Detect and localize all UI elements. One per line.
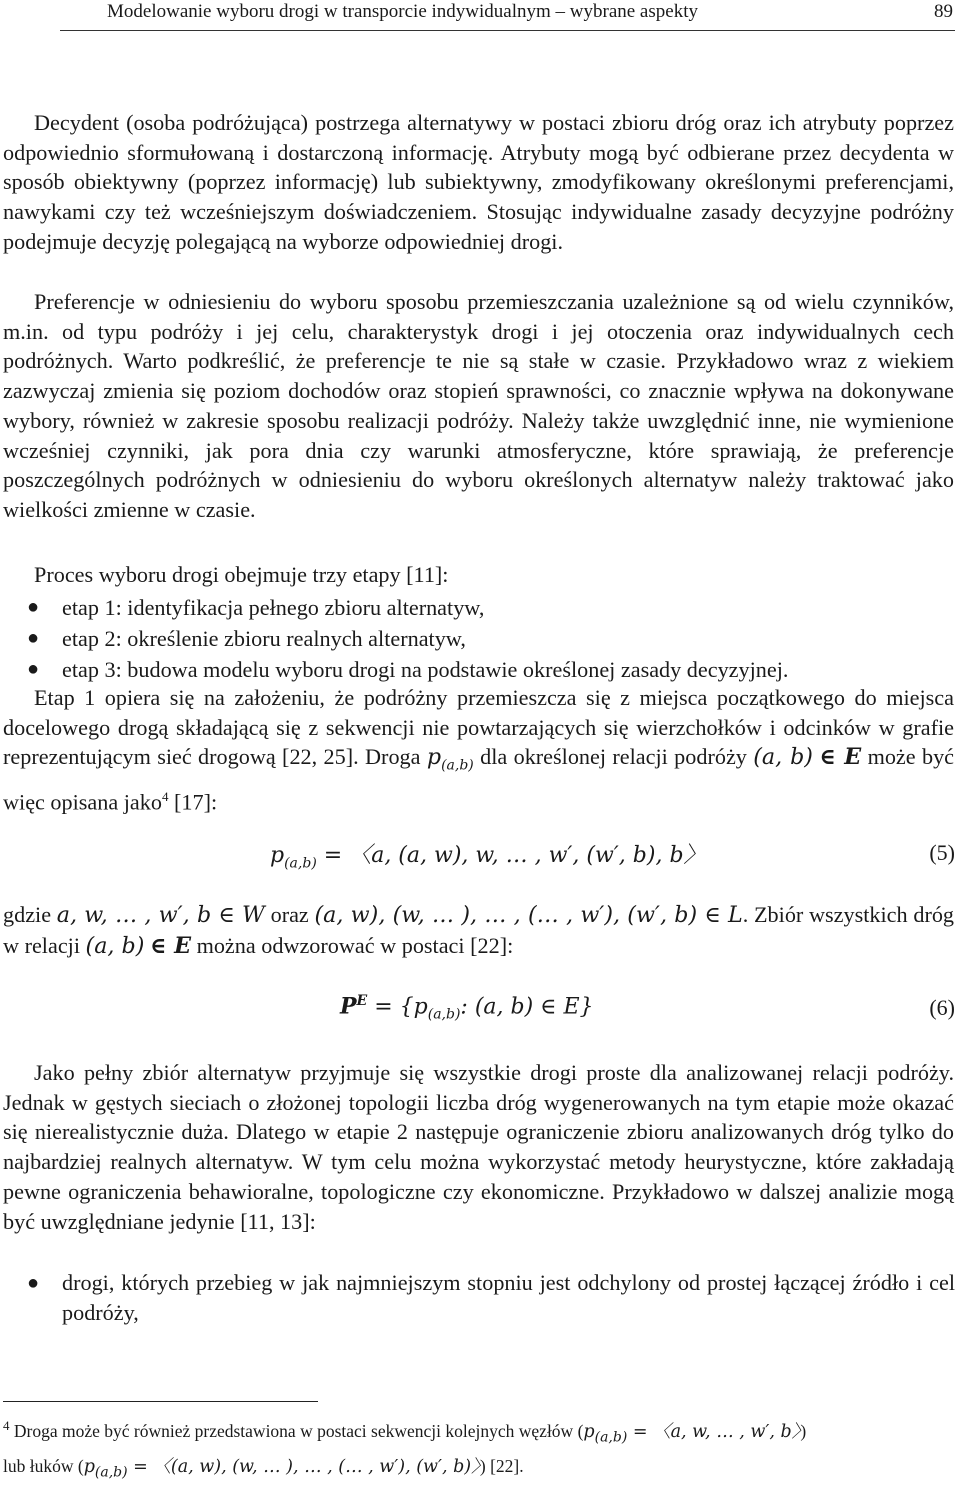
footnote — [3, 1411, 954, 1488]
footnote-text: ) — [800, 1420, 807, 1441]
paragraph-text: może być więc opisana jako — [3, 744, 955, 814]
list-item-text: drogi, których przebieg w jak najmniejszym stopniu jest odchylony od prostej łączącej źródło i cel podróży, — [62, 1270, 955, 1325]
page-number: 89 — [934, 1, 953, 22]
paragraph-text: oraz — [270, 902, 309, 927]
math-link-set: (a, w), (w, … ), … , (… , w′), (w′, b) ∈ L — [314, 902, 743, 928]
paragraph-text: . Zbiór wszystkich — [742, 902, 908, 927]
running-header — [60, 0, 955, 31]
paragraph-text: można odwzorować w postaci [22]: — [196, 932, 514, 958]
math-in-set: ∈ E — [819, 744, 862, 771]
paragraph-text: gdzie — [3, 902, 52, 927]
list-item — [0, 1268, 955, 1328]
footnote-math: $p_{(a,b)}$ = 〈a, w, … , w′, b〉 — [583, 1421, 801, 1446]
paragraph-stage-one — [3, 683, 954, 817]
routes-list — [0, 1268, 955, 1328]
math-route-symbol: $p_{(a,b)}$ — [426, 744, 474, 774]
equation-6 — [0, 993, 955, 1033]
paragraph-full-set: Jako pełny zbiór alternatyw przyjmuje się wszystkie drogi proste dla analizowanej relacji podróży. Jednak w gęstych sieciach o złożonej topologii liczba dróg wygenerowanych na tym etapie może okazać się nierealistycznie duża. Dlatego w etapie 2 następuje ograniczenie zbioru analizowanych dróg tylko do najbardziej realnych alternatyw. W tym celu można wykorzystać metody heurystyczne, które zakładają pewne ograniczenia behawioralne, topologiczne czy ekonomiczne. Przykładowo w dalszej analizie mogą być uwzględniane jedynie [11, 13]: — [3, 1060, 954, 1234]
list-item — [0, 592, 955, 623]
math-pair: (a, b) — [85, 932, 145, 959]
paragraph-text: Etap 1 opiera się na założeniu, że podróżny przemieszcza się z miejsca początkowego do miejsca docelowego drogą składającą się z sekwencji nie powtarzających się wierzchołków i odcinków w grafie reprezentującym sieć drogową [22, 25]. Droga — [3, 685, 954, 770]
list-item-text: etap 3: budowa modelu wyboru drogi na podstawie określonej zasady decyzyjnej. — [62, 657, 789, 682]
equation-content: $p_{(a,b)}$ = 〈a, (a, w), w, … , w′, (w′, b), b〉 — [270, 843, 706, 872]
paragraph-text: dla określonej relacji podróży — [480, 744, 747, 770]
list-item — [0, 623, 955, 654]
paragraph-preferences: Preferencje w odniesieniu do wyboru sposobu przemieszczania uzależnione są od wielu czynników, m.in. od typu podróży i jej celu, charakterystyk drogi i jej otoczenia oraz indywidualnych cech podróżnych. Warto podkreślić, że preferencje te nie są stałe w czasie. Przykładowo wraz z wiekiem zazwyczaj zmienia się poziom dochodów oraz stopień sprawności, co znacznie wpływa na dokonywane wybory, również w zakresie sposobu realizacji podróży. Należy także uwzględnić inne, nie wymienione wcześniej czynniki, jak pora dnia czy warunki atmosferyczne, które sprawiają, że preferencje poszczególnych podróżnych w odniesieniu do wyboru określonych alternatyw należy traktować jako wielkości zmienne w czasie. — [3, 289, 954, 522]
paragraph-process-intro: Proces wyboru drogi obejmuje trzy etapy [11]: — [34, 562, 449, 587]
bullet-icon: ● — [27, 658, 40, 680]
list-item-text: etap 2: określenie zbioru realnych alternatyw, — [62, 626, 466, 651]
footnote-text: Droga może być również przedstawiona w postaci sekwencji kolejnych węzłów ( — [13, 1420, 584, 1441]
footnote-math: $p_{(a,b)}$ = 〈(a, w), (w, … ), … , (… , w′), (w′, b)〉 — [83, 1457, 480, 1481]
paragraph-where — [3, 900, 954, 961]
paragraph-text: dróg w relacji — [3, 902, 955, 958]
stages-list — [0, 592, 955, 685]
math-pair: (a, b) — [753, 744, 813, 771]
bullet-icon: ● — [27, 627, 40, 649]
math-in-set: ∈ E — [149, 932, 192, 959]
footnote-number: 4 — [3, 1418, 10, 1433]
list-item — [0, 654, 955, 685]
header-title: Modelowanie wyboru drogi w transporcie indywidualnym – wybrane aspekty — [107, 1, 698, 22]
footnote-text: ) [22]. — [479, 1456, 524, 1477]
footnote-divider — [3, 1401, 318, 1402]
equation-content: $P^E = \{p_{(a,b)}$: (a, b) ∈ E} — [340, 993, 594, 1023]
paragraph-text: [17]: — [174, 788, 218, 814]
bullet-icon: ● — [27, 1272, 40, 1294]
bullet-icon: ● — [27, 596, 40, 618]
equation-number: (5) — [929, 840, 955, 865]
list-item-text: etap 1: identyfikacja pełnego zbioru alternatyw, — [62, 595, 485, 620]
footnote-marker[interactable]: 4 — [161, 788, 169, 804]
footnote-text: lub łuków ( — [3, 1456, 84, 1477]
math-vertex-set: a, w, … , w′, b ∈ W — [56, 902, 265, 928]
equation-5 — [0, 838, 955, 878]
paragraph-decision-maker: Decydent (osoba podróżująca) postrzega alternatywy w postaci zbioru dróg oraz ich atrybuty poprzez odpowiednio sformułowaną i dostarczoną informację. Atrybuty mogą być odbierane przez decydenta w sposób obiektywny (poprzez informację) lub subiektywny, zmodyfikowany określonymi preferencjami, nawykami czy też wcześniejszym doświadczeniem. Stosując indywidualne zasady decyzyjne podróżny podejmuje decyzję polegającą na wyborze odpowiedniej drogi. — [3, 110, 954, 254]
equation-number: (6) — [929, 995, 955, 1020]
